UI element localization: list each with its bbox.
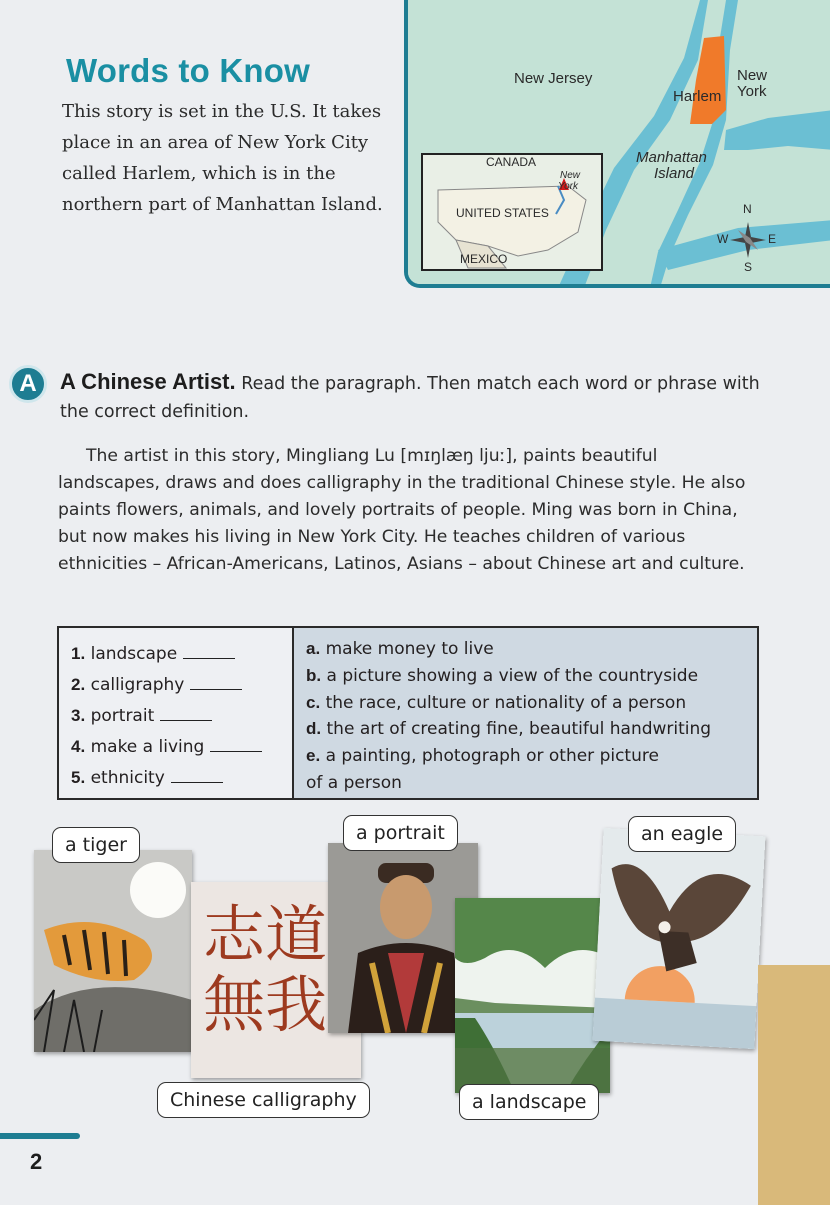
map-label-new-york-1: New xyxy=(737,67,768,84)
map-graphic xyxy=(408,0,830,288)
map-label-manhattan-1: Manhattan xyxy=(636,149,707,166)
words-to-know-title: Words to Know xyxy=(66,52,310,89)
map-label-new-york-2: York xyxy=(737,83,767,100)
compass-s: S xyxy=(744,260,753,274)
harlem-map xyxy=(404,0,830,288)
map-label-new-jersey: New Jersey xyxy=(514,70,593,87)
tiger-painting xyxy=(34,850,192,1052)
section-a-instructions: Read the paragraph. Then match each word or phrase with the correct definition. xyxy=(60,374,760,422)
label-eagle: an eagle xyxy=(628,816,736,852)
definition-item: b. a picture showing a view of the countryside xyxy=(306,665,699,686)
compass-n: N xyxy=(743,202,752,216)
footer-bar xyxy=(0,1133,80,1139)
definition-item: e. a painting, photograph or other picture xyxy=(306,746,659,767)
map-label-harlem: Harlem xyxy=(673,88,722,105)
page-number: 2 xyxy=(30,1149,43,1174)
definition-item-continued: of a person xyxy=(306,772,402,793)
compass-e: E xyxy=(768,232,777,246)
matching-table xyxy=(57,626,759,800)
compass-w: W xyxy=(717,232,729,246)
inset-label-united-states: UNITED STATES xyxy=(456,206,549,220)
desk-corner xyxy=(758,965,830,1205)
answer-blank[interactable] xyxy=(210,737,262,752)
eagle-painting xyxy=(593,828,766,1049)
artist-paragraph: The artist in this story, Mingliang Lu [mɪŋlæŋ ljuː], paints beautiful landscapes, draws and does calligraphy in the traditional Chinese style. He also paints flowers, animals, and lovely portraits of people. Ming was born in China, but now makes his living in New York City. He teaches children of various ethnicities – African-Americans, Latinos, Asians – about Chinese art and culture. xyxy=(58,446,746,574)
calligraphy-characters: 志道 無我 xyxy=(203,898,328,1041)
definitions-column xyxy=(294,628,757,798)
answer-blank[interactable] xyxy=(183,644,235,659)
answer-blank[interactable] xyxy=(190,675,242,690)
label-calligraphy: Chinese calligraphy xyxy=(157,1082,370,1118)
section-a-title: A Chinese Artist. xyxy=(60,369,236,394)
intro-text: This story is set in the U.S. It takes place in an area of New York City called Harlem, which is in the northern part of Manhattan Island. xyxy=(62,101,383,215)
section-a-badge: A xyxy=(9,365,47,403)
term-item: 5. ethnicity xyxy=(71,764,292,795)
term-item: 1. landscape xyxy=(71,640,292,671)
section-a-heading xyxy=(60,368,780,426)
answer-blank[interactable] xyxy=(160,706,212,721)
landscape-photo xyxy=(455,898,610,1093)
term-item: 3. portrait xyxy=(71,702,292,733)
term-item: 4. make a living xyxy=(71,733,292,764)
answer-blank[interactable] xyxy=(171,768,223,783)
inset-label-new-york-1: New xyxy=(560,170,581,181)
terms-column xyxy=(59,628,294,798)
map-label-manhattan-2: Island xyxy=(654,165,695,182)
definition-item: c. the race, culture or nationality of a person xyxy=(306,692,687,713)
label-tiger: a tiger xyxy=(52,827,140,863)
term-item: 2. calligraphy xyxy=(71,671,292,702)
definition-item: d. the art of creating fine, beautiful handwriting xyxy=(306,719,712,740)
label-landscape: a landscape xyxy=(459,1084,599,1120)
inset-label-mexico: MEXICO xyxy=(460,252,508,266)
inset-label-new-york-2: York xyxy=(558,181,579,192)
definition-item: a. make money to live xyxy=(306,639,494,659)
label-portrait: a portrait xyxy=(343,815,458,851)
inset-label-canada: CANADA xyxy=(486,155,537,169)
